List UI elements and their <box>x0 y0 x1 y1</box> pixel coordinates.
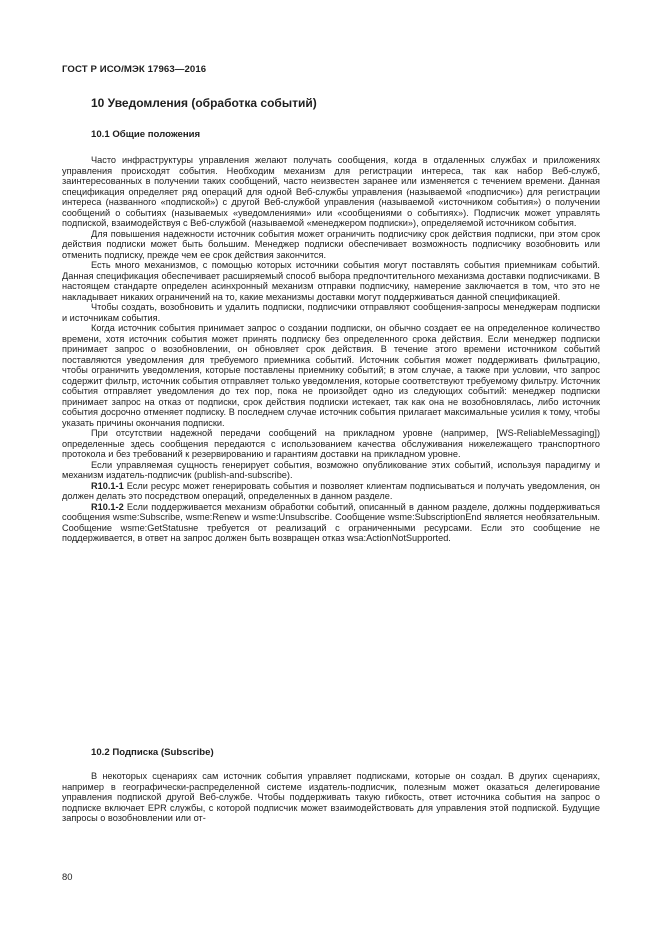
subsection-title-10-2: 10.2 Подписка (Subscribe) <box>91 747 214 758</box>
paragraph: Чтобы создать, возобновить и удалить подписки, подписчики отправляют сообщения-запросы менеджерам подписки и источникам события. <box>62 302 600 323</box>
requirement-r10-1-2 <box>62 502 600 544</box>
requirement-id: R10.1-1 <box>91 480 124 491</box>
requirement-text: Если поддерживается механизм обработки событий, описанный в данном разделе, должны поддерживаться сообщения wsme:Subscribe, wsme:Renew и wsme:Unsubscribe. Сообщение wsme:SubscriptionEnd является необязательным. Сообщение wsme:GetStatusне требуется от реализаций с ограниченными ресурсами. Если это сообщение не поддерживается, в ответ на запрос должен быть возвращен отказ wsa:ActionNotSupported. <box>62 501 600 543</box>
subsection-title-10-1: 10.1 Общие положения <box>91 129 201 140</box>
standard-header: ГОСТ Р ИСО/МЭК 17963—2016 <box>62 64 207 75</box>
paragraph: Есть много механизмов, с помощью которых источники события могут поставлять события приемникам событий. Данная спецификация обеспечивает расширяемый способ выбора предпочтительного механизма доставки подписчиками. В настоящем стандарте определен асинхронный механизм отправки подписчику, намерение заключается в том, что это не накладывает никаких ограничений на то, какие механизмы доставки могут поддерживаться данной спецификацией. <box>62 260 600 302</box>
requirement-text: Если ресурс может генерировать события и позволяет клиентам подписываться и получать уведомления, он должен делать это посредством операций, определенных в данном разделе. <box>62 480 600 501</box>
section-title: 10 Уведомления (обработка событий) <box>91 96 317 110</box>
paragraph: В некоторых сценариях сам источник события управляет подписками, которые он создал. В других сценариях, например в географически-распределенной системе издатель-подписчик, полезным может оказаться делегирование управления подпиской другой Веб-службе. Чтобы поддерживать такую гибкость, ответ источника события на запрос о подписке включает EPR службы, с которой подписчик может взаимодействовать для управления этой подпиской. Будущие запросы о возобновлении или от- <box>62 771 600 823</box>
paragraph: Часто инфраструктуры управления желают получать сообщения, когда в отдаленных службах и приложениях управления происходят события. Необходим механизм для регистрации интереса, так как набор Веб-служб, заинтересованных в получении таких сообщений, часто неизвестен заранее или изменяется с течением времени. Данная спецификация определяет ряд операций для одной Веб-службы управления (называемой «подписчик») для регистрации интереса (названного «подпиской») с другой Веб-службой управления (называемой «источником события») о получении сообщений о событиях (называемых «уведомлениями» или «сообщениями о событиях»). Подписчик может управлять подпиской, взаимодействуя с Веб-службой (называемой «менеджером подписки»), определяемой источником события. <box>62 155 600 228</box>
paragraph: Если управляемая сущность генерирует события, возможно опубликование этих событий, используя парадигму и механизм издатель-подписчик (publish-and-subscribe). <box>62 459 600 480</box>
subsection-10-1-body <box>62 155 600 544</box>
paragraph: Когда источник события принимает запрос о создании подписки, он обычно создает ее на определенное количество времени, хотя источник события может принять подписку без определенного срока действия. Если менеджер подписки принимает запрос о возобновлении, он обновляет срок действия. В течение этого времени источником событий поставляются уведомления для требуемого приемника событий. Источник события может поддерживать фильтрацию, чтобы ограничить уведомления, которые поставлены приемнику событий; в этом случае, а также при условии, что запрос содержит фильтр, источник события отправляет только уведомления, которые соответствуют требуемому фильтру. Источник события отправляет уведомления до тех пор, пока не произойдет одно из следующих событий: менеджер подписки принимает запрос на отказ от подписки, срок действия подписки истекает, так как она не возобновлялась, либо источник события досрочно отменяет подписку. В последнем случае источник события прилагает максимальные усилия к тому, чтобы указать причины окончания подписки. <box>62 323 600 428</box>
paragraph: При отсутствии надежной передачи сообщений на прикладном уровне (например, [WS-ReliableMessaging]) определенные здесь сообщения передаются с использованием качества обслуживания нижележащего транспортного протокола и без требований к резервированию и гарантиям доставки на прикладном уровне. <box>62 428 600 459</box>
requirement-id: R10.1-2 <box>91 501 124 512</box>
page-number: 80 <box>62 871 73 882</box>
requirement-r10-1-1 <box>62 481 600 502</box>
subsection-10-2-body <box>62 771 600 824</box>
paragraph: Для повышения надежности источник события может ограничить подписчику срок действия подписки, при этом срок действия подписки может быть большим. Менеджер подписки обеспечивает возможность подписчику возобновить или отменить подписку, прежде чем ее срок действия закончится. <box>62 228 600 260</box>
